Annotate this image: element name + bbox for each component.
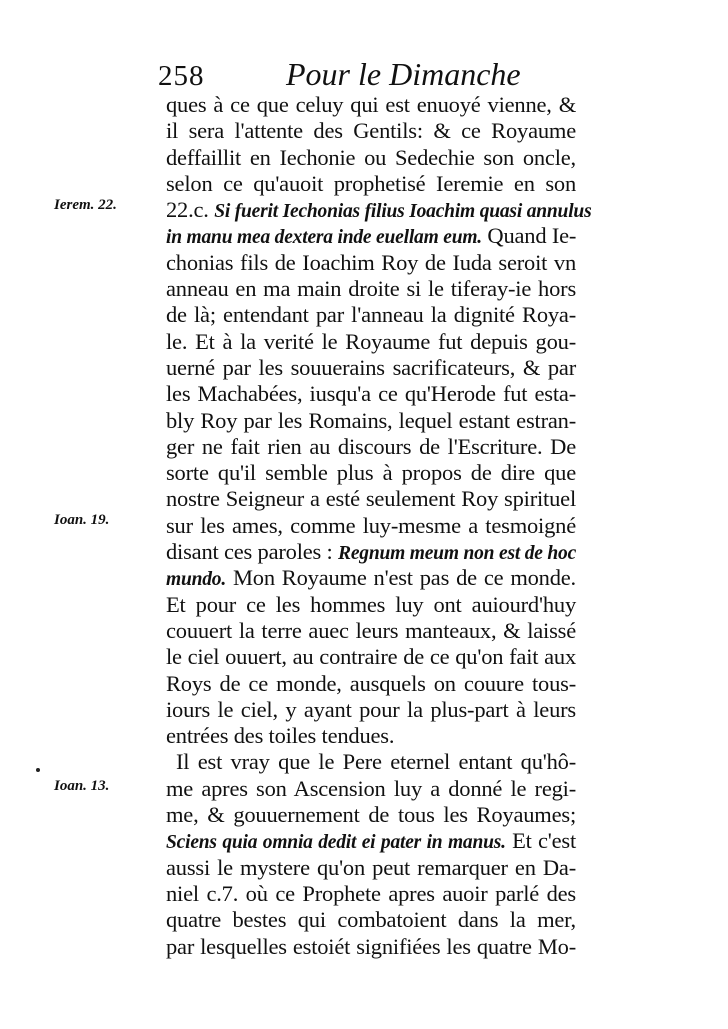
text-line: sur les ames, comme luy-mesme a tesmoigné [166, 512, 576, 538]
text-line: le ciel ouuert, au contraire de ce qu'on fait aux [166, 644, 576, 670]
text-line: me apres son Ascension luy a donné le regi- [166, 775, 576, 801]
text-line: quatre bestes qui combatoient dans la mer, [166, 907, 576, 933]
text-line: couuert la terre auec leurs manteaux, & laissé [166, 617, 576, 643]
text-line-mixed [166, 539, 576, 565]
text-line-mixed [166, 565, 576, 591]
running-title: Pour le Dimanche [286, 56, 521, 92]
text-line: selon ce qu'auoit prophetisé Ieremie en son [166, 170, 576, 196]
text-line-mixed [166, 828, 576, 854]
text-line-mixed [166, 197, 592, 223]
text-line-mixed [166, 223, 576, 249]
text-line: les Machabées, iusqu'a ce qu'Herode fut esta- [166, 381, 576, 407]
ink-speck [36, 768, 40, 772]
text-span: 22.c. [166, 197, 209, 223]
text-line: ques à ce que celuy qui est enuoyé vienne, & [166, 92, 576, 117]
text-line: Roys de ce monde, ausquels on couure tous- [166, 670, 576, 696]
text-line: niel c.7. où ce Prophete apres auoir parlé des [166, 880, 576, 906]
text-line: iours le ciel, y ayant pour la plus-part à leurs [166, 696, 576, 722]
text-line: uerné par les souuerains sacrificateurs, & par [166, 354, 576, 380]
text-line: aussi le mystere qu'on peut remarquer en Da- [166, 854, 576, 880]
text-line: nostre Seigneur a esté seulement Roy spirituel [166, 486, 576, 512]
text-line: deffaillit en Iechonie ou Sedechie son oncle, [166, 144, 576, 170]
body-text [166, 92, 592, 960]
text-line: de là; entendant par l'anneau la dignité Roya- [166, 302, 576, 328]
page-number: 258 [158, 60, 205, 92]
paragraph-start: Il est vray que le Pere eternel entant qu'hô- [176, 749, 576, 775]
text-line: par lesquelles estoiét signifiées les quatre Mo- [166, 933, 576, 959]
text-line: sorte qu'il semble plus à propos de dire que [166, 460, 576, 486]
text-span: Mon Royaume n'est pas de ce monde. [232, 565, 576, 591]
margin-note-ioan-13: Ioan. 13. [54, 778, 110, 794]
latin-quotation: Si fuerit Iechonias filius Ioachim quasi annulus [214, 201, 592, 223]
text-line: ger ne fait rien au discours de l'Escriture. De [166, 433, 576, 459]
text-line: me, & gouuernement de tous les Royaumes; [166, 802, 576, 828]
latin-quotation: mundo. [166, 569, 227, 591]
text-span: disant ces paroles : [166, 539, 333, 565]
margin-note-ioan-19: Ioan. 19. [54, 512, 110, 528]
text-span: Quand Ie- [487, 223, 577, 249]
latin-quotation: in manu mea dextera inde euellam eum. [166, 227, 482, 249]
text-line: bly Roy par les Romains, lequel estant estran- [166, 407, 576, 433]
page-header [158, 52, 558, 92]
latin-quotation: Regnum meum non est de hoc [338, 543, 577, 565]
margin-note-ierem: Ierem. 22. [54, 197, 117, 213]
latin-quotation: Sciens quia omnia dedit ei pater in manus. [166, 832, 506, 854]
text-line: entrées des toiles tendues. [166, 723, 395, 749]
text-line: anneau en ma main droite si le tiferay-ie hors [166, 276, 576, 302]
text-line: il sera l'attente des Gentils: & ce Royaume [166, 118, 576, 144]
text-line: chonias fils de Ioachim Roy de Iuda seroit vn [166, 249, 576, 275]
text-span: Et c'est [512, 828, 576, 854]
text-line: Et pour ce les hommes luy ont auiourd'huy [166, 591, 576, 617]
text-line: le. Et à la verité le Royaume fut depuis gou- [166, 328, 576, 354]
